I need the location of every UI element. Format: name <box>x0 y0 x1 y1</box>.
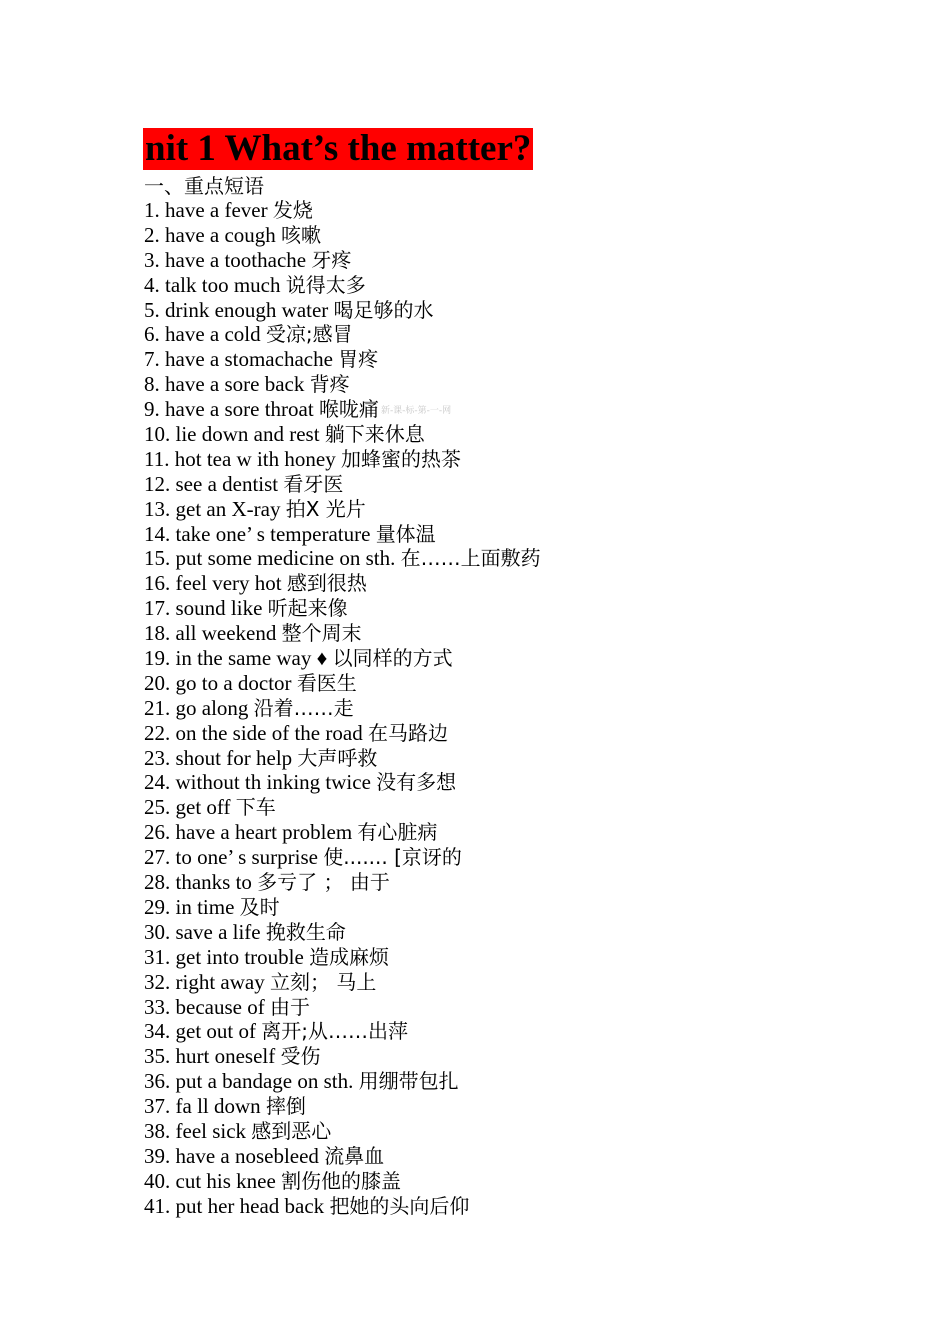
item-number: 27. <box>144 845 171 870</box>
list-item <box>144 298 541 323</box>
chinese-meaning: 及时 <box>239 894 280 919</box>
chinese-meaning: 受伤 <box>280 1044 321 1069</box>
item-number: 34. <box>144 1019 171 1044</box>
list-item <box>144 1069 541 1094</box>
english-phrase: get into trouble <box>175 944 304 969</box>
english-phrase: go to a doctor <box>175 670 292 695</box>
phrase-list <box>144 198 541 1219</box>
list-item <box>144 1144 541 1169</box>
item-number: 29. <box>144 894 171 919</box>
item-number: 17. <box>144 596 171 621</box>
english-phrase: put some medicine on sth. <box>175 546 396 571</box>
list-item <box>144 671 541 696</box>
english-phrase: take one’ s temperature <box>175 521 371 546</box>
chinese-meaning: 胃疼 <box>338 347 379 372</box>
item-number: 23. <box>144 745 171 770</box>
list-item <box>144 920 541 945</box>
chinese-meaning: 割伤他的膝盖 <box>281 1168 402 1193</box>
item-number: 16. <box>144 571 171 596</box>
chinese-meaning: 牙疼 <box>311 247 352 272</box>
chinese-meaning: 造成麻烦 <box>309 944 390 969</box>
english-phrase: cut his knee <box>175 1168 276 1193</box>
chinese-meaning: 喝足够的水 <box>333 297 434 322</box>
english-phrase: have a fever <box>165 198 268 222</box>
list-item <box>144 1119 541 1144</box>
chinese-meaning: 把她的头向后仰 <box>329 1193 470 1218</box>
item-number: 36. <box>144 1069 171 1094</box>
chinese-meaning: 摔倒 <box>265 1094 306 1119</box>
chinese-meaning: 感到恶心 <box>251 1118 332 1143</box>
english-phrase: hurt oneself <box>175 1044 276 1069</box>
chinese-meaning: 下车 <box>235 795 276 820</box>
list-item <box>144 522 541 547</box>
english-phrase: get out of <box>175 1019 256 1044</box>
list-item <box>144 820 541 845</box>
english-phrase: have a toothache <box>165 247 307 272</box>
list-item <box>144 995 541 1020</box>
item-number: 41. <box>144 1193 171 1218</box>
english-phrase: save a life <box>175 919 261 944</box>
chinese-meaning: 量体温 <box>375 521 436 546</box>
list-item <box>144 248 541 273</box>
english-phrase: all weekend <box>175 621 277 646</box>
list-item <box>144 795 541 820</box>
item-number: 37. <box>144 1094 171 1119</box>
chinese-meaning: 加蜂蜜的热茶 <box>340 446 461 471</box>
english-phrase: sound like <box>175 596 263 621</box>
list-item <box>144 322 541 347</box>
chinese-meaning: 说得太多 <box>285 272 366 297</box>
item-number: 40. <box>144 1168 171 1193</box>
item-number: 6. <box>144 322 160 347</box>
chinese-meaning: 背疼 <box>309 372 350 397</box>
english-phrase: without th inking twice <box>175 770 371 795</box>
chinese-meaning: 喉咙痛 <box>318 397 379 422</box>
item-number: 1. <box>144 198 160 222</box>
chinese-meaning: 感到很热 <box>286 571 367 596</box>
item-number: 39. <box>144 1143 171 1168</box>
chinese-meaning: 咳嗽 <box>281 222 322 247</box>
english-phrase: shout for help <box>175 745 293 770</box>
english-phrase: put her head back <box>175 1193 325 1218</box>
english-phrase: feel sick <box>175 1118 247 1143</box>
english-phrase: because of <box>175 994 265 1019</box>
item-number: 35. <box>144 1044 171 1069</box>
chinese-meaning: 使....... [京讶的 <box>323 845 462 870</box>
chinese-meaning: 听起来像 <box>267 596 348 621</box>
chinese-meaning: 用绷带包扎 <box>358 1069 459 1094</box>
item-number: 26. <box>144 820 171 845</box>
chinese-meaning: 离开;从……出萍 <box>261 1019 408 1044</box>
list-item <box>144 497 541 522</box>
chinese-meaning: 多亏了 ； 由于 <box>257 870 390 895</box>
list-item <box>144 746 541 771</box>
english-phrase: in the same way ♦ <box>175 646 328 671</box>
item-number: 19. <box>144 646 171 671</box>
chinese-meaning: 大声呼救 <box>297 745 378 770</box>
english-phrase: lie down and rest <box>175 422 320 447</box>
item-number: 15. <box>144 546 171 571</box>
english-phrase: in time <box>175 894 235 919</box>
chinese-meaning: 在……上面敷药 <box>400 546 541 571</box>
english-phrase: hot tea w ith honey <box>174 446 336 471</box>
english-phrase: have a nosebleed <box>175 1143 319 1168</box>
chinese-meaning: 没有多想 <box>376 770 457 795</box>
english-phrase: put a bandage on sth. <box>175 1069 354 1094</box>
chinese-meaning: 看牙医 <box>283 471 344 496</box>
chinese-meaning: 流鼻血 <box>324 1143 385 1168</box>
chinese-meaning: 在马路边 <box>367 720 448 745</box>
item-number: 33. <box>144 994 171 1019</box>
item-number: 14. <box>144 521 171 546</box>
english-phrase: have a stomachache <box>165 347 333 372</box>
list-item <box>144 273 541 298</box>
chinese-meaning: 发烧 <box>272 198 313 222</box>
item-number: 8. <box>144 372 160 397</box>
english-phrase: thanks to <box>175 870 252 895</box>
list-item <box>144 696 541 721</box>
english-phrase: have a heart problem <box>175 820 353 845</box>
item-number: 21. <box>144 695 171 720</box>
list-item <box>144 895 541 920</box>
item-number: 30. <box>144 919 171 944</box>
english-phrase: get off <box>175 795 231 820</box>
english-phrase: right away <box>175 969 265 994</box>
chinese-meaning: 拍X 光片 <box>285 496 366 521</box>
english-phrase: have a cold <box>165 322 261 347</box>
item-number: 10. <box>144 422 171 447</box>
list-item <box>144 571 541 596</box>
item-number: 25. <box>144 795 171 820</box>
item-number: 18. <box>144 621 171 646</box>
item-number: 20. <box>144 670 171 695</box>
chinese-meaning: 立刻； 马上 <box>269 969 377 994</box>
english-phrase: have a sore throat <box>165 397 314 422</box>
list-item <box>144 870 541 895</box>
english-phrase: have a sore back <box>165 372 305 397</box>
chinese-meaning: 由于 <box>269 994 310 1019</box>
english-phrase: go along <box>175 695 249 720</box>
item-number: 13. <box>144 496 171 521</box>
chinese-meaning: 沿着……走 <box>253 695 354 720</box>
english-phrase: see a dentist <box>175 471 279 496</box>
chinese-meaning: 整个周末 <box>281 621 362 646</box>
list-item <box>144 621 541 646</box>
chinese-meaning: 有心脏病 <box>357 820 438 845</box>
list-item <box>144 646 541 671</box>
english-phrase: talk too much <box>165 272 281 297</box>
list-item <box>144 945 541 970</box>
list-item <box>144 198 541 223</box>
english-phrase: on the side of the road <box>175 720 363 745</box>
chinese-meaning: 看医生 <box>296 670 357 695</box>
list-item <box>144 422 541 447</box>
list-item <box>144 721 541 746</box>
watermark-text: 新-课-标-第-一-网 <box>380 405 452 416</box>
list-item <box>144 1094 541 1119</box>
list-item <box>144 845 541 870</box>
list-item <box>144 447 541 472</box>
item-number: 2. <box>144 222 160 247</box>
list-item <box>144 1169 541 1194</box>
list-item <box>144 970 541 995</box>
chinese-meaning: 以同样的方式 <box>332 646 453 671</box>
list-item <box>144 596 541 621</box>
item-number: 4. <box>144 272 160 297</box>
list-item <box>144 472 541 497</box>
list-item <box>144 1019 541 1044</box>
english-phrase: fa ll down <box>175 1094 261 1119</box>
english-phrase: get an X-ray <box>175 496 281 521</box>
english-phrase: feel very hot <box>175 571 282 596</box>
section-heading: 一、重点短语 <box>144 174 264 198</box>
list-item <box>144 347 541 372</box>
chinese-meaning: 躺下来休息 <box>324 422 425 447</box>
item-number: 38. <box>144 1118 171 1143</box>
chinese-meaning: 挽救生命 <box>265 919 346 944</box>
item-number: 11. <box>144 446 170 471</box>
item-number: 24. <box>144 770 171 795</box>
item-number: 7. <box>144 347 160 372</box>
item-number: 3. <box>144 247 160 272</box>
list-item <box>144 546 541 571</box>
english-phrase: drink enough water <box>165 297 329 322</box>
item-number: 28. <box>144 870 171 895</box>
list-item <box>144 397 541 422</box>
page-title: nit 1 What’s the matter? <box>145 128 532 169</box>
item-number: 5. <box>144 297 160 322</box>
item-number: 9. <box>144 397 160 422</box>
list-item <box>144 770 541 795</box>
list-item <box>144 223 541 248</box>
item-number: 31. <box>144 944 171 969</box>
english-phrase: to one’ s surprise <box>175 845 318 870</box>
item-number: 22. <box>144 720 171 745</box>
item-number: 12. <box>144 471 171 496</box>
list-item <box>144 372 541 397</box>
list-item <box>144 1194 541 1219</box>
english-phrase: have a cough <box>165 222 276 247</box>
item-number: 32. <box>144 969 171 994</box>
chinese-meaning: 受凉;感冒 <box>265 322 353 347</box>
list-item <box>144 1044 541 1069</box>
